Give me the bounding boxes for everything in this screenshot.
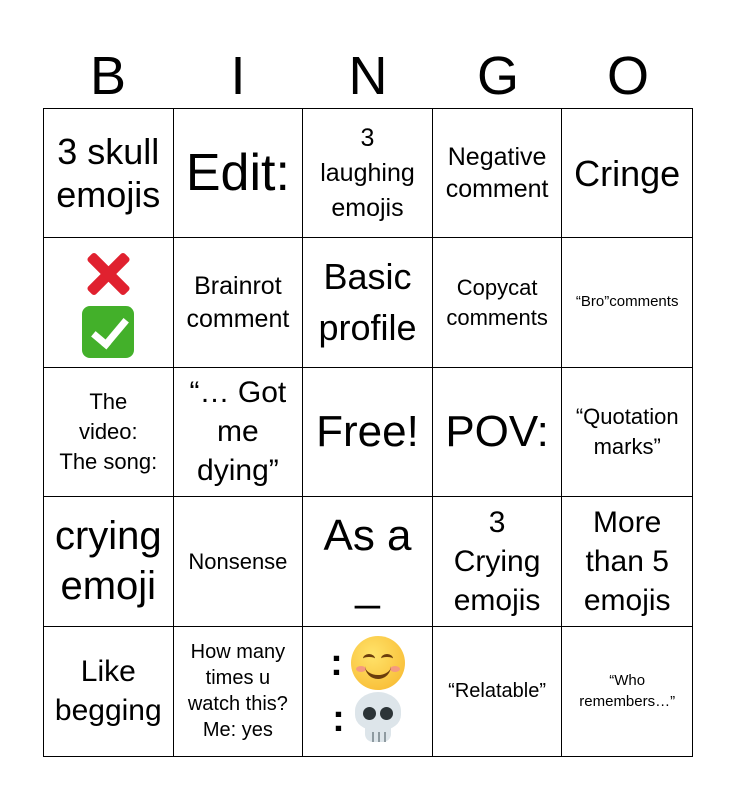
cell-text: The song:	[59, 448, 158, 474]
cell-text: emoji	[60, 564, 157, 609]
cell-text: “Relatable”	[448, 680, 546, 703]
skull-icon	[353, 692, 403, 746]
cell-text: Me: yes	[202, 719, 273, 742]
bingo-cell-r2c4[interactable]	[433, 238, 563, 367]
cell-text: than 5	[585, 544, 669, 578]
bingo-board	[43, 108, 693, 757]
bingo-cell-r5c2[interactable]	[174, 627, 304, 756]
cell-text: “Who	[609, 672, 646, 690]
header-letter-g: G	[476, 46, 519, 106]
bingo-cell-r4c4[interactable]	[433, 497, 563, 626]
bingo-cell-r3c5[interactable]	[562, 368, 692, 497]
bingo-cell-r5c3[interactable]	[303, 627, 433, 756]
bingo-cell-r5c5[interactable]	[562, 627, 692, 756]
bingo-cell-r3c3 free-space[interactable]	[303, 368, 433, 497]
cell-text: emojis	[56, 174, 161, 216]
cell-text: Crying	[453, 544, 541, 578]
cell-text: Negative	[447, 142, 547, 171]
cell-text: emojis	[583, 583, 671, 617]
cell-text: _	[355, 561, 380, 611]
cell-text: 3	[488, 505, 506, 539]
cell-text: video:	[78, 419, 138, 445]
bingo-cell-r4c1[interactable]	[44, 497, 174, 626]
check-mark-icon	[82, 306, 134, 358]
cell-text: begging	[54, 694, 162, 728]
cell-text: More	[593, 505, 662, 539]
cell-text: comment	[445, 175, 549, 204]
cell-text: “… Got	[189, 376, 287, 410]
bingo-cell-r4c5[interactable]	[562, 497, 692, 626]
header-letter-b: B	[89, 46, 127, 106]
cell-text: times u	[205, 667, 271, 690]
cell-text: “Quotation	[575, 404, 679, 430]
cell-text: 3	[360, 123, 375, 152]
smiling-face-icon	[351, 636, 405, 690]
cell-text: laughing	[320, 158, 415, 187]
cell-text: emojis	[331, 193, 404, 222]
bingo-cell-r5c4[interactable]	[433, 627, 563, 756]
cell-text: As a	[323, 510, 412, 560]
bingo-cell-r1c3[interactable]	[303, 109, 433, 238]
bingo-cell-r1c4[interactable]	[433, 109, 563, 238]
cell-text: Edit:	[185, 143, 290, 202]
bingo-cell-r2c3[interactable]	[303, 238, 433, 367]
cell-text: emojis	[453, 583, 541, 617]
cell-text: marks”	[593, 433, 661, 459]
bingo-cell-r3c1[interactable]	[44, 368, 174, 497]
cell-text: Like	[80, 655, 136, 689]
cell-text: dying”	[197, 454, 279, 488]
bingo-cell-r3c2[interactable]	[174, 368, 304, 497]
cell-text: remembers…”	[579, 693, 676, 711]
cell-text: Copycat	[456, 274, 538, 300]
bingo-cell-r1c1[interactable]	[44, 109, 174, 238]
cell-text: profile	[318, 306, 417, 348]
bingo-header	[43, 44, 693, 108]
cell-text: Free!	[316, 406, 419, 456]
cell-text: Basic	[323, 256, 412, 298]
header-letter-n: N	[348, 46, 388, 106]
bingo-cell-r2c2[interactable]	[174, 238, 304, 367]
cell-text: How many	[190, 641, 286, 664]
cell-text: “Bro”comments	[575, 293, 679, 311]
header-letter-i: I	[230, 46, 246, 106]
bingo-cell-r5c1[interactable]	[44, 627, 174, 756]
cell-text: Cringe	[574, 152, 681, 194]
header-letter-o: O	[606, 46, 649, 106]
cell-text: me	[217, 415, 259, 449]
bingo-cell-r4c3[interactable]	[303, 497, 433, 626]
bingo-cell-r2c5[interactable]	[562, 238, 692, 367]
cell-text: comments	[446, 304, 548, 330]
bingo-cell-r1c5[interactable]	[562, 109, 692, 238]
cell-text: POV:	[445, 406, 549, 456]
colon-text: :	[330, 642, 343, 685]
cell-text: watch this?	[187, 693, 288, 716]
bingo-cell-r2c1[interactable]	[44, 238, 174, 367]
cell-text: crying	[54, 514, 162, 559]
cell-text: Nonsense	[188, 548, 288, 574]
bingo-cell-r4c2[interactable]	[174, 497, 304, 626]
colon-text: :	[332, 698, 345, 741]
cell-text: Brainrot	[194, 272, 282, 301]
cell-text: The	[89, 389, 128, 415]
bingo-cell-r3c4[interactable]	[433, 368, 563, 497]
cell-text: comment	[186, 304, 290, 333]
cell-text: 3 skull	[57, 131, 160, 172]
bingo-cell-r1c2[interactable]	[174, 109, 304, 238]
cross-mark-icon	[83, 248, 133, 298]
